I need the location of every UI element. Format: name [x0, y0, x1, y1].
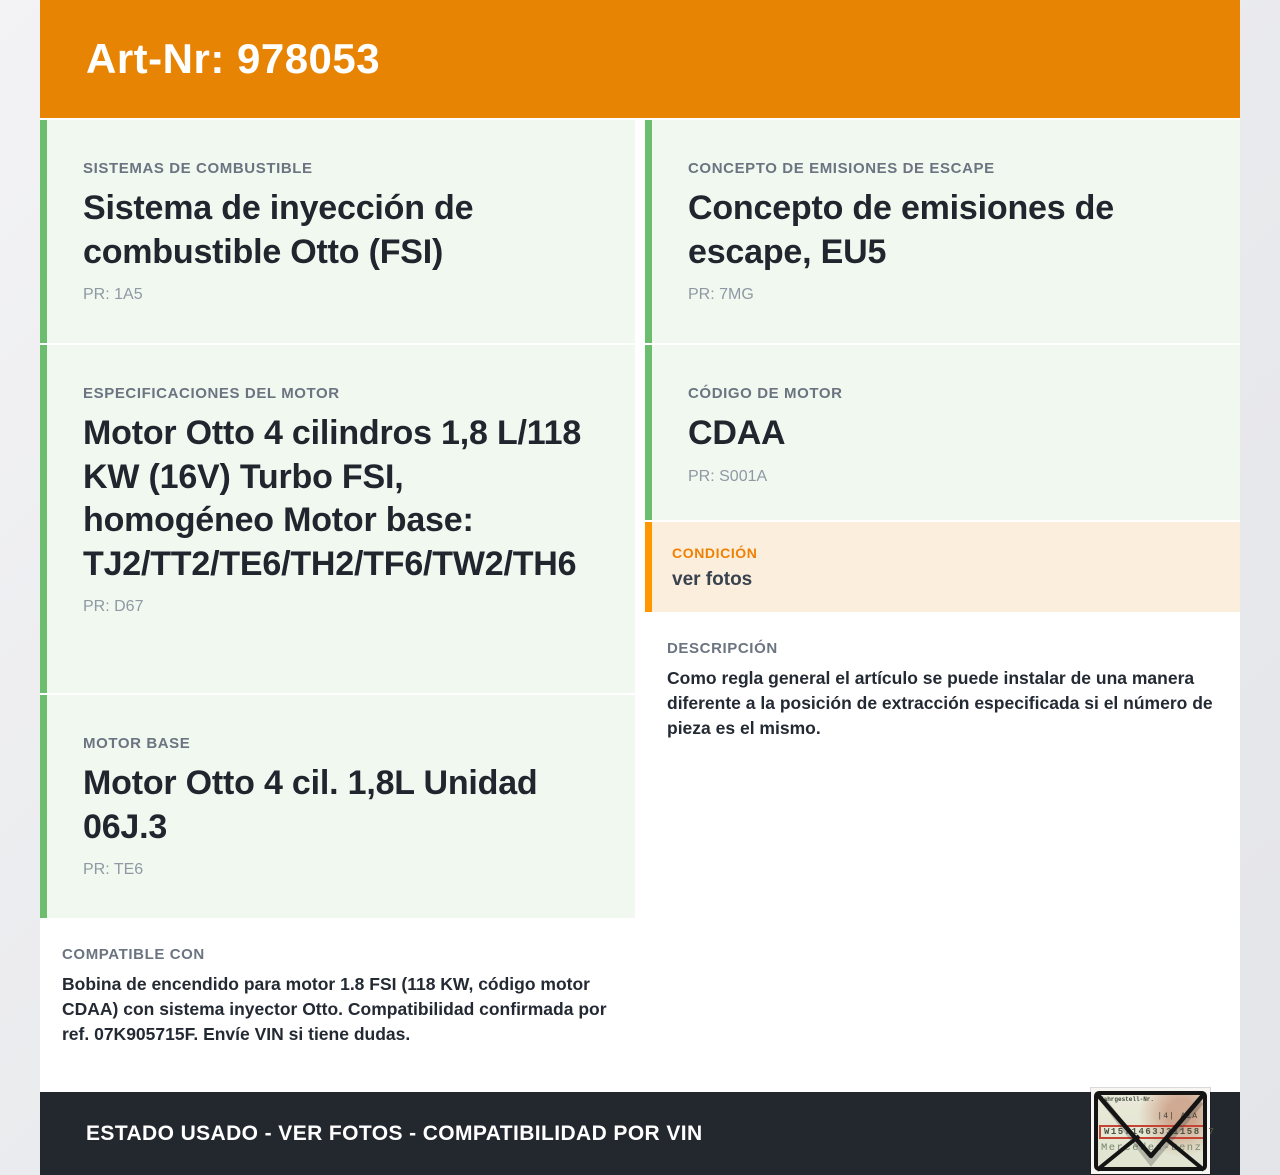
card-engine-base: [40, 695, 635, 918]
card-fuel-system: [40, 120, 635, 343]
card-condition: [645, 522, 1240, 612]
footer-status-text: ESTADO USADO - VER FOTOS - COMPATIBILIDAD POR VIN: [86, 1121, 703, 1145]
card-title: Motor Otto 4 cil. 1,8L Unidad 06J.3: [83, 764, 538, 846]
card-label: CONCEPTO DE EMISIONES DE ESCAPE: [688, 160, 995, 177]
header-band: [40, 0, 1240, 118]
card-label: COMPATIBLE CON: [62, 946, 205, 963]
vin-highlight-box: W1571463J31158: [1099, 1125, 1206, 1139]
right-column: [645, 120, 1240, 1090]
brand-text: Mercedes-Benz: [1101, 1142, 1203, 1154]
card-label: ESPECIFICACIONES DEL MOTOR: [83, 385, 340, 402]
card-label: SISTEMAS DE COMBUSTIBLE: [83, 160, 313, 177]
footer-bar: [40, 1092, 1240, 1175]
card-engine-code: [645, 345, 1240, 520]
article-number-title: Art-Nr: 978053: [86, 35, 381, 82]
card-emissions-concept: [645, 120, 1240, 343]
card-label: MOTOR BASE: [83, 735, 191, 752]
chassis-number-label: Fahrgestell-Nr.: [1100, 1096, 1155, 1103]
vin-suffix: 7: [1208, 1127, 1215, 1137]
card-title: CDAA: [688, 414, 786, 452]
card-engine-specs: [40, 345, 635, 693]
card-compatible-with: [40, 920, 635, 1090]
vin-document-thumbnail[interactable]: [1091, 1088, 1215, 1174]
left-column: [40, 120, 635, 1090]
card-label: CONDICIÓN: [672, 545, 758, 561]
pr-code: PR: S001A: [688, 467, 768, 485]
pr-code: PR: TE6: [83, 861, 144, 879]
pr-code: PR: 7MG: [688, 286, 754, 304]
card-description: [645, 614, 1240, 1090]
card-label: CÓDIGO DE MOTOR: [688, 385, 843, 402]
listing-page: [40, 0, 1240, 1175]
envelope-icon: [1093, 1090, 1208, 1172]
card-title: Sistema de inyección de combustible Otto (FSI): [83, 189, 474, 271]
spec-columns: [40, 120, 1240, 1090]
pr-code: PR: 1A5: [83, 286, 143, 304]
document-note-text: |4| AiA: [1157, 1112, 1198, 1121]
card-label: DESCRIPCIÓN: [667, 640, 778, 657]
pr-code: PR: D67: [83, 598, 144, 616]
description-text: Como regla general el artículo se puede instalar de una manera diferente a la posición de extracción especificada si el número de pieza es el mismo.: [667, 668, 1213, 739]
condition-value: ver fotos: [672, 569, 753, 590]
compatibility-text: Bobina de encendido para motor 1.8 FSI (118 KW, código motor CDAA) con sistema inyector Otto. Compatibilidad confirmada por ref. 07K905715F. Envíe VIN si tiene dudas.: [62, 974, 607, 1045]
registration-document-image: [1095, 1092, 1215, 1170]
card-title: Motor Otto 4 cilindros 1,8 L/118 KW (16V) Turbo FSI, homogéneo Motor base: TJ2/TT2/TE6/TH2/TF6/TW2/TH6: [83, 414, 582, 583]
card-title: Concepto de emisiones de escape, EU5: [688, 189, 1114, 271]
